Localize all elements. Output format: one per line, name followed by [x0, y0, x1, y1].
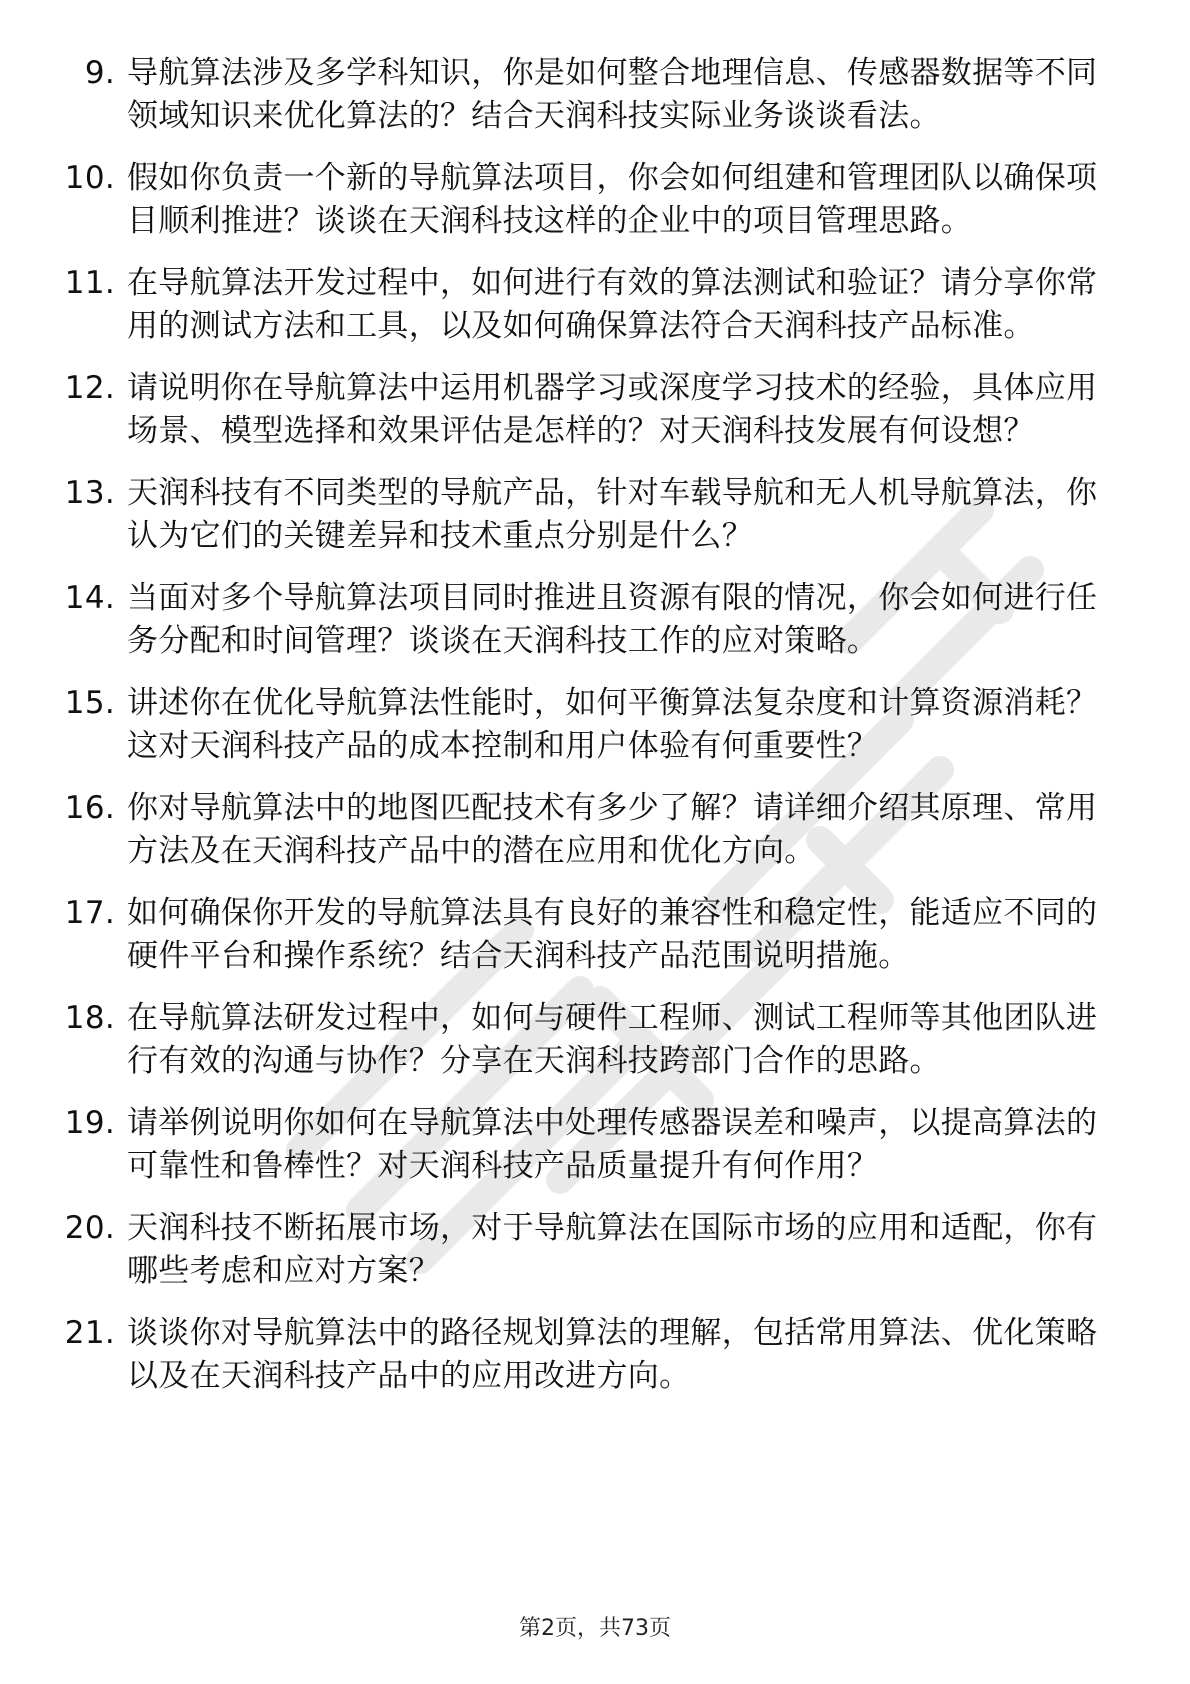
item-text: 如何确保你开发的导航算法具有良好的兼容性和稳定性，能适应不同的硬件平台和操作系统？结合天润科技产品范围说明措施。 [127, 895, 1098, 974]
list-item [55, 997, 1115, 1083]
question-list [55, 52, 1115, 1417]
item-text: 天润科技不断拓展市场，对于导航算法在国际市场的应用和适配，你有哪些考虑和应对方案？ [127, 1210, 1098, 1289]
item-number: 16. [64, 790, 115, 826]
item-text: 天润科技有不同类型的导航产品，针对车载导航和无人机导航算法，你认为它们的关键差异和技术重点分别是什么？ [127, 475, 1098, 554]
item-text: 假如你负责一个新的导航算法项目，你会如何组建和管理团队以确保项目顺利推进？谈谈在天润科技这样的企业中的项目管理思路。 [127, 160, 1098, 239]
list-item [55, 787, 1115, 873]
list-item [55, 472, 1115, 558]
page-footer: 第2页，共73页 [519, 1616, 671, 1641]
list-item [55, 892, 1115, 978]
list-item [55, 1102, 1115, 1188]
item-number: 15. [64, 685, 115, 721]
item-number: 17. [64, 895, 115, 931]
item-number: 13. [64, 475, 115, 511]
item-number: 11. [64, 265, 115, 301]
list-item [55, 262, 1115, 348]
list-item [55, 1207, 1115, 1293]
item-text: 请举例说明你如何在导航算法中处理传感器误差和噪声，以提高算法的可靠性和鲁棒性？对天润科技产品质量提升有何作用？ [127, 1105, 1098, 1184]
list-item [55, 52, 1115, 138]
item-text: 当面对多个导航算法项目同时推进且资源有限的情况，你会如何进行任务分配和时间管理？谈谈在天润科技工作的应对策略。 [127, 580, 1098, 659]
item-text: 谈谈你对导航算法中的路径规划算法的理解，包括常用算法、优化策略以及在天润科技产品中的应用改进方向。 [127, 1315, 1098, 1394]
item-number: 12. [64, 370, 115, 406]
item-number: 9. [84, 55, 115, 91]
item-number: 21. [64, 1315, 115, 1351]
item-number: 10. [64, 160, 115, 196]
list-item [55, 157, 1115, 243]
list-item [55, 682, 1115, 768]
item-text: 在导航算法研发过程中，如何与硬件工程师、测试工程师等其他团队进行有效的沟通与协作？分享在天润科技跨部门合作的思路。 [127, 1000, 1098, 1079]
item-number: 18. [64, 1000, 115, 1036]
list-item [55, 577, 1115, 663]
item-text: 讲述你在优化导航算法性能时，如何平衡算法复杂度和计算资源消耗？这对天润科技产品的成本控制和用户体验有何重要性？ [127, 685, 1098, 764]
list-item [55, 1312, 1115, 1398]
item-text: 你对导航算法中的地图匹配技术有多少了解？请详细介绍其原理、常用方法及在天润科技产品中的潜在应用和优化方向。 [127, 790, 1098, 869]
item-text: 导航算法涉及多学科知识，你是如何整合地理信息、传感器数据等不同领域知识来优化算法的？结合天润科技实际业务谈谈看法。 [127, 55, 1098, 134]
list-item [55, 367, 1115, 453]
item-number: 19. [64, 1105, 115, 1141]
item-number: 14. [64, 580, 115, 616]
item-text: 在导航算法开发过程中，如何进行有效的算法测试和验证？请分享你常用的测试方法和工具，以及如何确保算法符合天润科技产品标准。 [127, 265, 1098, 344]
item-number: 20. [64, 1210, 115, 1246]
item-text: 请说明你在导航算法中运用机器学习或深度学习技术的经验，具体应用场景、模型选择和效果评估是怎样的？对天润科技发展有何设想？ [127, 370, 1098, 449]
